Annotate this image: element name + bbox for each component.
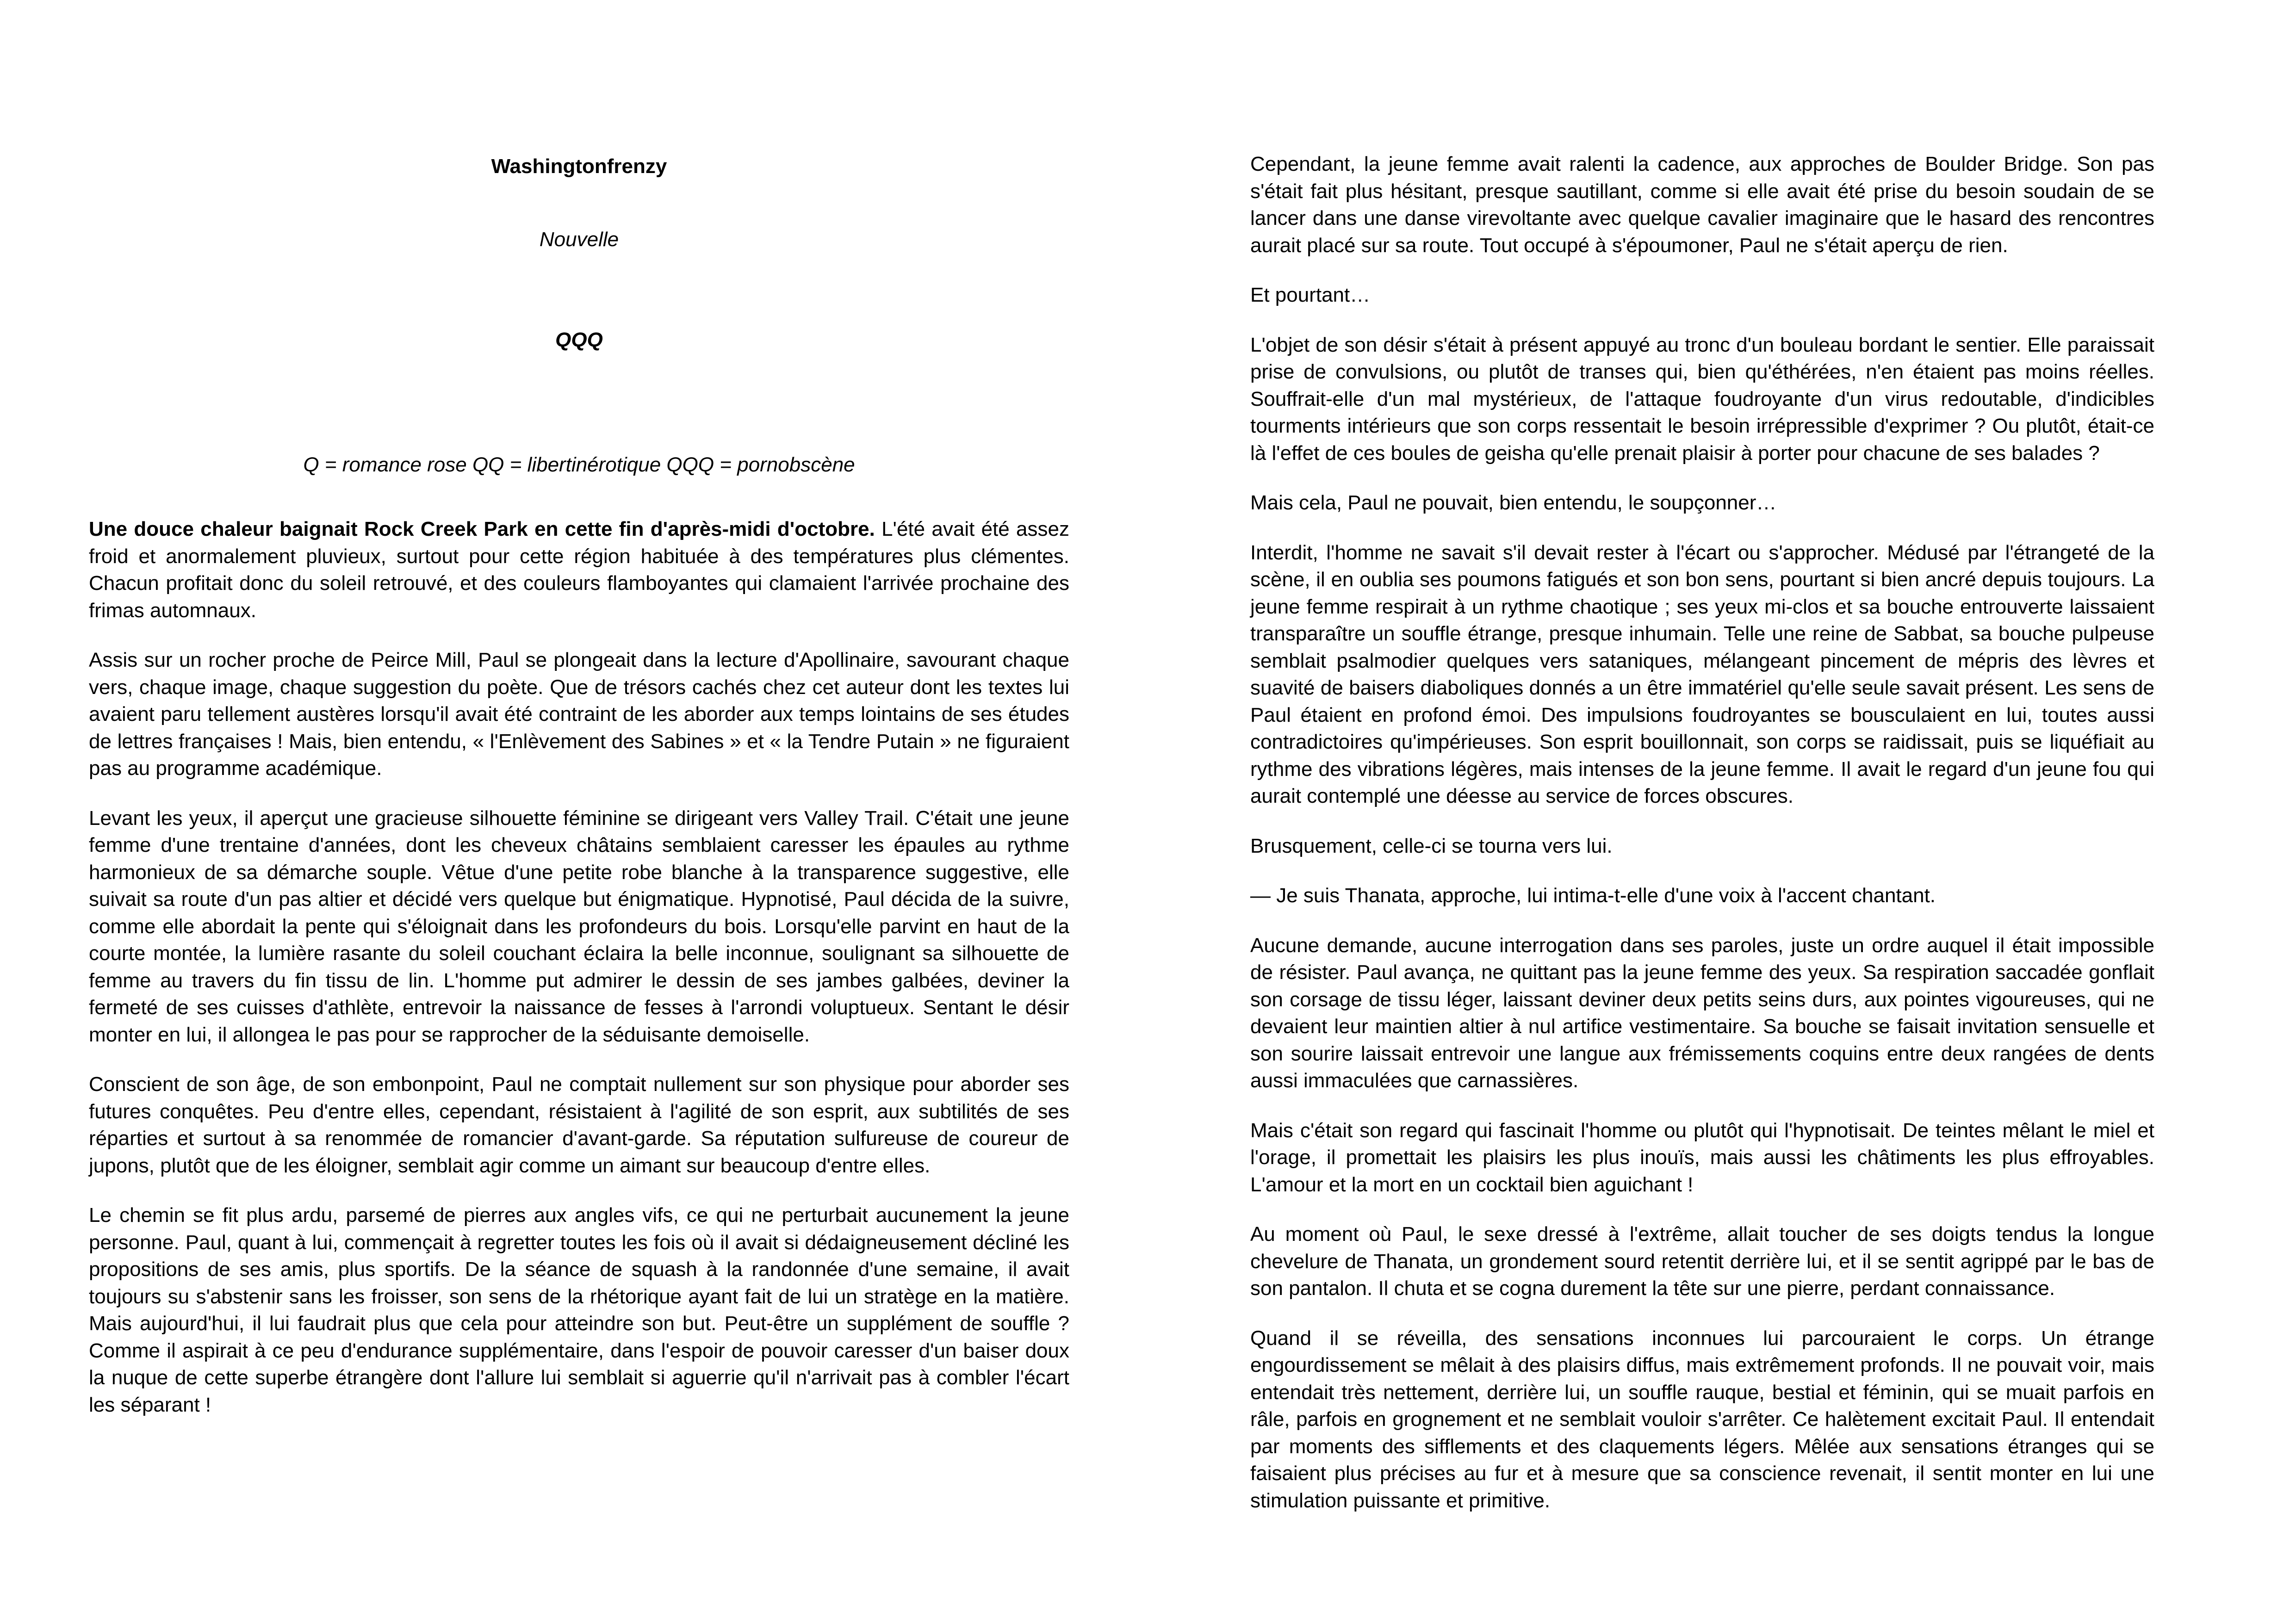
story-rating: QQQ <box>555 328 603 351</box>
paragraph-text: L'été avait été assez froid et anormalement pluvieux, surtout pour cette région habituée à des températures plus clémentes. Chacun profitait donc du soleil retrouvé, et des couleurs flamboyantes qui clamaient l'arrivée prochaine des frimas automnaux. <box>89 518 1069 622</box>
paragraph: Assis sur un rocher proche de Peirce Mill, Paul se plongeait dans la lecture d'Apollinaire, savourant chaque vers, chaque image, chaque suggestion du poète. Que de trésors cachés chez cet auteur dont les textes lui avaient paru tellement austères lorsqu'il avait été contraint de les aborder aux temps lointains de ses études de lettres françaises ! Mais, bien entendu, « l'Enlèvement des Sabines » et « la Tendre Putain » ne figuraient pas au programme académique. <box>89 649 1069 780</box>
right-page <box>1148 0 2296 1623</box>
paragraph: L'objet de son désir s'était à présent appuyé au tronc d'un bouleau bordant le sentier. Elle paraissait prise de convulsions, ou plutôt de transes qui, bien qu'éthérées, n'en étaient pas moins réelles. Souffrait-elle d'un mal mystérieux, de l'attaque foudroyante d'un virus redoutable, d'indicibles tourments intérieurs que son corps ressentait le besoin irrépressible d'exprimer ? Ou plutôt, était-ce là l'effet de ces boules de geisha qu'elle prenait plaisir à porter pour chacune de ses balades ? <box>1250 333 2154 465</box>
dialogue-line: — Je suis Thanata, approche, lui intima-t-elle d'une voix à l'accent chantant. <box>1250 884 1936 907</box>
paragraph-lead: Une douce chaleur baignait Rock Creek Park en cette fin d'après-midi d'octobre. <box>89 518 875 540</box>
story-genre: Nouvelle <box>539 228 619 251</box>
paragraph: Quand il se réveilla, des sensations inconnues lui parcouraient le corps. Un étrange engourdissement se mêlait à des plaisirs diffus, mais extrêmement profonds. Il ne pouvait voir, mais entendait très nettement, derrière lui, un souffle rauque, bestial et féminin, qui se muait parfois en râle, parfois en grognement et ne semblait vouloir s'arrêter. Ce halètement excitait Paul. Il entendait par moments des sifflements et des claquements légers. Mêlée aux sensations étranges qui se faisaient plus précises au fur et à mesure que sa conscience revenait, il sentit monter en lui une stimulation puissante et primitive. <box>1250 1326 2154 1512</box>
paragraph: Au moment où Paul, le sexe dressé à l'extrême, allait toucher de ses doigts tendus la longue chevelure de Thanata, un grondement sourd retentit derrière lui, et il se sentit agrippé par le bas de son pantalon. Il chuta et se cogna durement la tête sur une pierre, perdant connaissance. <box>1250 1223 2154 1300</box>
paragraph: Cependant, la jeune femme avait ralenti la cadence, aux approches de Boulder Bridge. Son pas s'était fait plus hésitant, presque sautillant, comme si elle avait été prise du besoin soudain de se lancer dans une danse virevoltante avec quelque cavalier imaginaire que le hasard des rencontres aurait placé sur sa route. Tout occupé à s'époumoner, Paul ne s'était aperçu de rien. <box>1250 153 2154 257</box>
paragraph: Interdit, l'homme ne savait s'il devait rester à l'écart ou s'approcher. Médusé par l'étrangeté de la scène, il en oublia ses poumons fatigués et son bon sens, pourtant si bien ancré depuis toujours. La jeune femme respirait à un rythme chaotique ; ses yeux mi-clos et sa bouche entrouverte laissaient transparaître un souffle étrange, presque inhumain. Telle une reine de Sabbat, sa bouche pulpeuse semblait psalmodier quelques vers sataniques, mélangeant pincement de mépris des lèvres et suavité de baisers diaboliques donnés a un être immatériel qu'elle seule savait présent. Les sens de Paul étaient en profond émoi. Des impulsions foudroyantes se bousculaient en lui, toutes aussi contradictoires qu'impérieuses. Son esprit bouillonnait, son corps se raidissait, puis se liquéfiait au rythme des vibrations légères, mais intenses de la jeune femme. Il avait le regard d'un jeune fou qui aurait contemplé une déesse au service de forces obscures. <box>1250 541 2154 807</box>
rating-legend: Q = romance rose QQ = libertinérotique QQQ = pornobscène <box>303 453 855 476</box>
paragraph: Mais c'était son regard qui fascinait l'homme ou plutôt qui l'hypnotisait. De teintes mêlant le miel et l'orage, il promettait les plaisirs les plus inouïs, mais aussi les châtiments les plus effroyables. L'amour et la mort en un cocktail bien aguichant ! <box>1250 1119 2154 1196</box>
paragraph: Brusquement, celle-ci se tourna vers lui. <box>1250 834 1613 857</box>
paragraph <box>89 516 1069 624</box>
paragraph: Levant les yeux, il aperçut une gracieuse silhouette féminine se dirigeant vers Valley Trail. C'était une jeune femme d'une trentaine d'années, dont les cheveux châtains semblaient caresser les épaules au rythme harmonieux de sa démarche souple. Vêtue d'une petite robe blanche à la transparence suggestive, elle suivait sa route d'un pas altier et décidé vers quelque but énigmatique. Hypnotisé, Paul décida de la suivre, comme elle abordait la pente qui s'éloignait dans les profondeurs du bois. Lorsqu'elle parvint en haut de la courte montée, la lumière rasante du soleil couchant éclaira la belle inconnue, soulignant sa silhouette de femme au travers du fin tissu de lin. L'homme put admirer le dessin de ses jambes galbées, deviner la fermeté de ses cuisses d'athlète, entrevoir la naissance de fesses à l'arrondi voluptueux. Sentant le désir monter en lui, il allongea le pas pour se rapprocher de la séduisante demoiselle. <box>89 806 1069 1046</box>
paragraph: Mais cela, Paul ne pouvait, bien entendu, le soupçonner… <box>1250 491 1777 514</box>
paragraph: Et pourtant… <box>1250 284 1371 306</box>
paragraph: Conscient de son âge, de son embonpoint, Paul ne comptait nullement sur son physique pour aborder ses futures conquêtes. Peu d'entre elles, cependant, résistaient à l'agilité de son esprit, aux subtilités de ses réparties et surtout à sa renommée de romancier d'avant-garde. Sa réputation sulfureuse de coureur de jupons, plutôt que de les éloigner, semblait agir comme un aimant sur beaucoup d'entre elles. <box>89 1073 1069 1177</box>
paragraph: Aucune demande, aucune interrogation dans ses paroles, juste un ordre auquel il était impossible de résister. Paul avança, ne quittant pas la jeune femme des yeux. Sa respiration saccadée gonflait son corsage de tissu léger, laissant deviner deux petits seins durs, aux pointes vigoureuses, qui ne devaient leur maintien altier à nul artifice vestimentaire. Sa bouche se faisait invitation sensuelle et son sourire laissait entrevoir une langue aux frémissements coquins entre deux rangées de dents aussi immaculées que carnassières. <box>1250 934 2154 1092</box>
story-title: Washingtonfrenzy <box>491 155 667 178</box>
paragraph: Le chemin se fit plus ardu, parsemé de pierres aux angles vifs, ce qui ne perturbait aucunement la jeune personne. Paul, quant à lui, commençait à regretter toutes les fois où il avait si dédaigneusement décliné les propositions de ses amis, plus sportifs. De la séance de squash à la randonnée d'une semaine, il avait toujours su s'abstenir sans les froisser, son sens de la rhétorique ayant fait de lui un stratège en la matière. Mais aujourd'hui, il lui faudrait plus que cela pour atteindre son but. Peut-être un supplément de souffle ? Comme il aspirait à ce peu d'endurance supplémentaire, dans l'espoir de pouvoir caresser d'un baiser doux la nuque de cette superbe étrangère dont l'allure lui semblait si aguerrie qu'il n'arrivait pas à combler l'écart les séparant ! <box>89 1204 1069 1416</box>
